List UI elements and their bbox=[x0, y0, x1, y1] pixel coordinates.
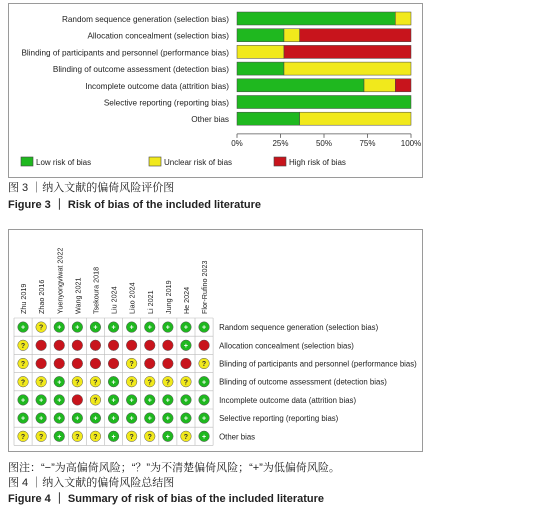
judgement-symbol: + bbox=[57, 324, 62, 332]
judgement-symbol: + bbox=[111, 433, 116, 441]
judgement-symbol: ? bbox=[93, 379, 98, 387]
judgement-symbol: + bbox=[75, 324, 80, 332]
domain-label: Blinding of outcome assessment (detection bias) bbox=[219, 377, 387, 387]
bar-segment bbox=[237, 112, 300, 125]
judgement-symbol: + bbox=[202, 379, 207, 387]
study-label: Liao 2024 bbox=[127, 282, 137, 314]
judgement-circle bbox=[144, 358, 155, 369]
x-tick-label: 25% bbox=[272, 138, 289, 148]
judgement-symbol: + bbox=[57, 433, 62, 441]
judgement-circle bbox=[108, 358, 119, 369]
legend-swatch bbox=[21, 157, 33, 166]
judgement-symbol: ? bbox=[201, 361, 207, 369]
judgement-circle bbox=[36, 358, 47, 369]
judgement-circle bbox=[144, 340, 155, 351]
judgement-circle bbox=[90, 358, 101, 369]
judgement-circle bbox=[54, 358, 65, 369]
study-label: Zhu 2019 bbox=[19, 283, 29, 314]
judgement-symbol: ? bbox=[165, 379, 170, 387]
domain-label: Allocation concealment (selection bias) bbox=[219, 341, 354, 351]
judgement-symbol: + bbox=[75, 415, 80, 423]
judgement-symbol: + bbox=[39, 415, 44, 423]
judgement-symbol: + bbox=[183, 415, 188, 423]
judgement-symbol: + bbox=[202, 433, 207, 441]
judgement-symbol: + bbox=[165, 415, 170, 423]
domain-label: Blinding of participants and personnel (performance bias) bbox=[219, 359, 417, 369]
judgement-symbol: + bbox=[129, 324, 134, 332]
judgement-symbol: + bbox=[93, 324, 98, 332]
judgement-symbol: + bbox=[111, 415, 116, 423]
judgement-symbol: + bbox=[21, 415, 26, 423]
category-label: Allocation concealment (selection bias) bbox=[87, 31, 229, 41]
category-label: Random sequence generation (selection bias) bbox=[61, 15, 229, 24]
judgement-circle bbox=[126, 340, 137, 351]
judgement-circle bbox=[199, 340, 210, 351]
figure4-note: 图注：“−”为高偏倚风险；“？”为不清楚偏倚风险；“+”为低偏倚风险。 bbox=[8, 462, 340, 474]
legend-label: Unclear risk of bias bbox=[164, 158, 233, 167]
judgement-symbol: ? bbox=[75, 379, 80, 387]
study-label: Zhao 2016 bbox=[37, 279, 47, 314]
judgement-symbol: + bbox=[21, 397, 26, 405]
category-label: Selective reporting (reporting bias) bbox=[103, 98, 229, 108]
domain-label: Random sequence generation (selection bias) bbox=[219, 323, 379, 333]
category-label: Incomplete outcome data (attrition bias) bbox=[85, 81, 229, 91]
judgement-symbol: ? bbox=[183, 433, 189, 441]
category-label: Blinding of participants and personnel (performance bias) bbox=[21, 48, 229, 58]
bar-segment bbox=[300, 112, 411, 125]
judgement-circle bbox=[181, 358, 192, 369]
figure3-caption-en: Figure 3 ｜ Risk of bias of the included literature bbox=[8, 199, 262, 211]
risk-of-bias-graph-svg bbox=[9, 4, 422, 177]
judgement-symbol: + bbox=[147, 397, 152, 405]
judgement-symbol: + bbox=[129, 397, 134, 405]
judgement-symbol: + bbox=[165, 397, 170, 405]
bar-segment bbox=[237, 62, 284, 75]
legend-swatch bbox=[274, 157, 286, 166]
bar-segment bbox=[237, 45, 284, 58]
study-label: Wang 2021 bbox=[73, 277, 83, 314]
risk-of-bias-summary bbox=[8, 229, 423, 452]
judgement-circle bbox=[72, 395, 83, 406]
judgement-circle bbox=[163, 340, 174, 351]
study-label: He 2024 bbox=[181, 286, 191, 314]
judgement-symbol: + bbox=[111, 397, 116, 405]
judgement-symbol: + bbox=[165, 433, 170, 441]
bar-segment bbox=[395, 12, 411, 25]
risk-of-bias-graph bbox=[8, 3, 423, 178]
judgement-symbol: ? bbox=[147, 379, 152, 387]
study-label: Tsekoura 2018 bbox=[91, 266, 101, 314]
legend-swatch bbox=[149, 157, 161, 166]
judgement-symbol: + bbox=[147, 324, 152, 332]
x-tick-label: 50% bbox=[315, 138, 333, 148]
study-label: Yuenyongviwat 2022 bbox=[55, 247, 65, 314]
category-label: Blinding of outcome assessment (detection bias) bbox=[52, 65, 229, 75]
bar-segment bbox=[395, 79, 411, 92]
judgement-symbol: ? bbox=[183, 379, 189, 387]
bar-segment bbox=[237, 79, 364, 92]
judgement-symbol: ? bbox=[39, 379, 44, 387]
judgement-circle bbox=[72, 358, 83, 369]
judgement-symbol: + bbox=[165, 324, 170, 332]
judgement-symbol: + bbox=[39, 397, 44, 405]
judgement-symbol: + bbox=[202, 324, 207, 332]
x-tick-label: 100% bbox=[400, 138, 422, 148]
legend-label: Low risk of bias bbox=[36, 158, 92, 167]
bar-segment bbox=[284, 45, 411, 58]
judgement-symbol: + bbox=[202, 415, 207, 423]
judgement-symbol: ? bbox=[147, 433, 152, 441]
bar-segment bbox=[364, 79, 395, 92]
domain-label: Selective reporting (reporting bias) bbox=[219, 414, 339, 424]
judgement-symbol: + bbox=[111, 324, 116, 332]
judgement-circle bbox=[72, 340, 83, 351]
judgement-symbol: ? bbox=[93, 397, 98, 405]
bar-segment bbox=[237, 29, 284, 42]
judgement-circle bbox=[90, 340, 101, 351]
judgement-symbol: ? bbox=[20, 433, 26, 441]
judgement-symbol: ? bbox=[93, 433, 98, 441]
judgement-symbol: ? bbox=[129, 379, 134, 387]
x-tick-label: 0% bbox=[231, 138, 243, 148]
judgement-symbol: + bbox=[57, 415, 62, 423]
judgement-symbol: + bbox=[183, 324, 188, 332]
judgement-symbol: + bbox=[129, 415, 134, 423]
judgement-symbol: + bbox=[183, 397, 188, 405]
bar-segment bbox=[284, 62, 411, 75]
legend-label: High risk of bias bbox=[289, 158, 346, 167]
category-label: Other bias bbox=[191, 115, 229, 125]
bar-segment bbox=[284, 29, 300, 42]
figure4-caption-en: Figure 4 ｜ Summary of risk of bias of the included literature bbox=[8, 493, 325, 505]
judgement-symbol: + bbox=[147, 415, 152, 423]
judgement-circle bbox=[108, 340, 119, 351]
judgement-symbol: + bbox=[202, 397, 207, 405]
bar-segment bbox=[237, 12, 395, 25]
judgement-symbol: ? bbox=[20, 379, 26, 387]
judgement-symbol: ? bbox=[20, 342, 26, 350]
judgement-symbol: ? bbox=[39, 433, 44, 441]
judgement-symbol: ? bbox=[39, 324, 44, 332]
domain-label: Other bias bbox=[219, 432, 256, 442]
judgement-circle bbox=[36, 340, 47, 351]
judgement-symbol: ? bbox=[20, 361, 26, 369]
judgement-circle bbox=[54, 340, 65, 351]
judgement-symbol: + bbox=[21, 324, 26, 332]
study-label: Jung 2019 bbox=[163, 280, 173, 314]
domain-label: Incomplete outcome data (attrition bias) bbox=[219, 395, 357, 405]
judgement-symbol: ? bbox=[129, 361, 134, 369]
judgement-symbol: + bbox=[93, 415, 98, 423]
bar-segment bbox=[300, 29, 411, 42]
judgement-symbol: ? bbox=[129, 433, 134, 441]
study-label: Flor-Rufino 2023 bbox=[200, 260, 210, 314]
judgement-circle bbox=[163, 358, 174, 369]
study-label: Li 2021 bbox=[145, 290, 155, 314]
judgement-symbol: ? bbox=[75, 433, 80, 441]
figure3-caption-cn: 图 3 ｜纳入文献的偏倚风险评价图 bbox=[8, 182, 175, 194]
figure4-caption-cn: 图 4 ｜纳入文献的偏倚风险总结图 bbox=[8, 477, 175, 489]
study-label: Liu 2024 bbox=[109, 286, 119, 314]
risk-of-bias-summary-svg bbox=[9, 230, 422, 451]
judgement-symbol: + bbox=[183, 342, 188, 350]
judgement-symbol: + bbox=[111, 379, 116, 387]
judgement-symbol: + bbox=[57, 379, 62, 387]
x-tick-label: 75% bbox=[359, 138, 376, 148]
judgement-symbol: + bbox=[57, 397, 62, 405]
bar-segment bbox=[237, 96, 411, 109]
